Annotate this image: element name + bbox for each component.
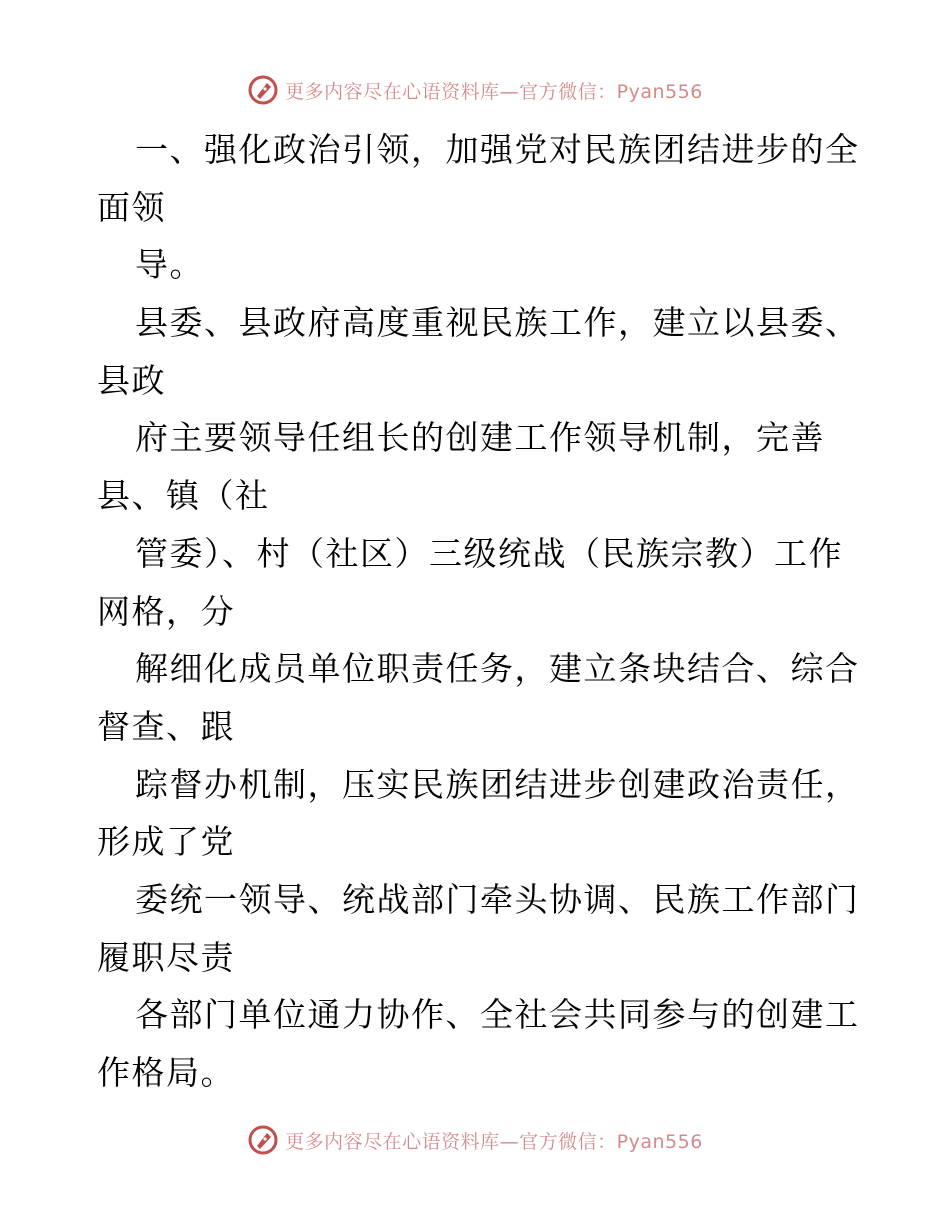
text-line: 网格，分 [97, 591, 235, 631]
pen-nib-logo-icon [247, 74, 279, 106]
text-line: 委统一领导、统战部门牵头协调、民族工作部门 [135, 879, 860, 919]
text-line: 府主要领导任组长的创建工作领导机制，完善 [135, 418, 825, 458]
text-line: 面领 [97, 187, 166, 227]
watermark-text: 更多内容尽在心语资料库—官方微信：Pyan556 [285, 80, 703, 103]
text-line: 导。 [135, 245, 204, 285]
watermark-text: 更多内容尽在心语资料库—官方微信：Pyan556 [285, 1130, 703, 1153]
text-line: 县、镇（社 [97, 476, 270, 516]
text-line: 县委、县政府高度重视民族工作，建立以县委、 [135, 303, 860, 343]
footer-watermark [0, 1120, 950, 1160]
text-line: 形成了党 [97, 822, 235, 862]
text-line: 各部门单位通力协作、全社会共同参与的创建工 [135, 995, 860, 1035]
text-line: 踪督办机制，压实民族团结进步创建政治责任， [135, 764, 860, 804]
text-line: 一、强化政治引领，加强党对民族团结进步的全 [135, 130, 860, 169]
text-line: 履职尽责 [97, 937, 235, 977]
text-line: 督查、跟 [97, 706, 235, 746]
text-line: 县政 [97, 360, 166, 400]
text-line: 解细化成员单位职责任务，建立条块结合、综合 [135, 649, 860, 689]
header-watermark [0, 70, 950, 110]
document-body [97, 121, 860, 1102]
text-line: 作格局。 [97, 1053, 235, 1092]
text-line: 管委）、村（社区）三级统战（民族宗教）工作 [135, 533, 843, 573]
pen-nib-logo-icon [247, 1124, 279, 1156]
